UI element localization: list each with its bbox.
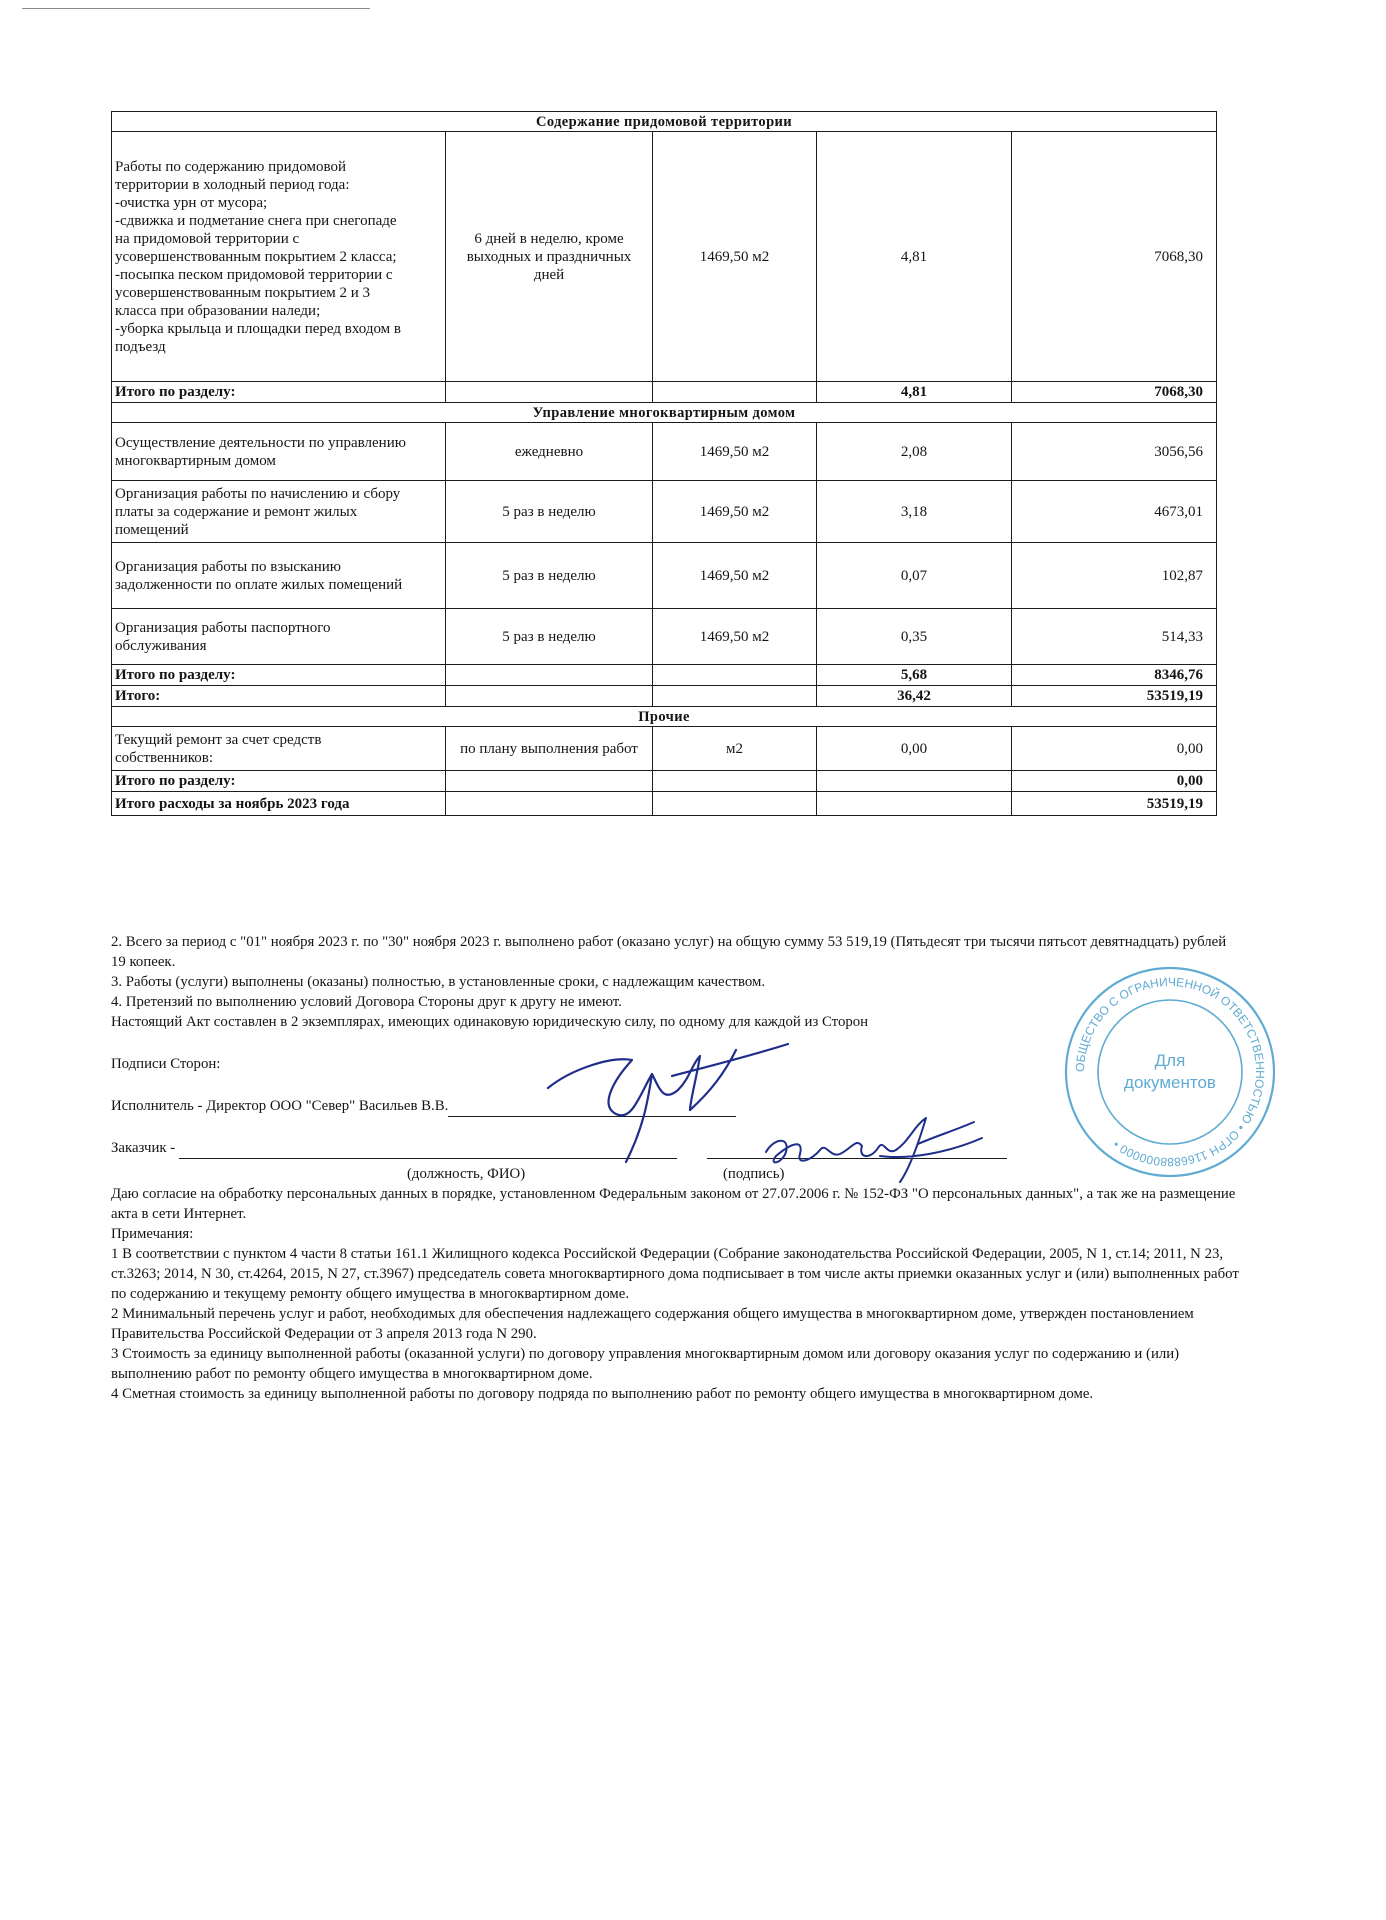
work-name-line: класса при образовании наледи; xyxy=(115,302,321,319)
cell-frequency xyxy=(446,132,653,382)
stamp-center-line-2: документов xyxy=(1124,1073,1216,1092)
section-title: Прочие xyxy=(112,707,1217,727)
empty-cell xyxy=(446,771,653,792)
cell-rate: 0,07 xyxy=(817,543,1012,609)
total-label: Итого по разделу: xyxy=(112,382,446,403)
section-title: Управление многоквартирным домом xyxy=(112,403,1217,423)
notes-heading: Примечания: xyxy=(111,1226,194,1242)
cell-area: 1469,50 м2 xyxy=(653,543,817,609)
frequency-line: 6 дней в неделю, кроме xyxy=(474,230,624,247)
total-sum: 0,00 xyxy=(1012,771,1217,792)
total-sum: 8346,76 xyxy=(1012,665,1217,686)
cell-work-name xyxy=(112,132,446,382)
note-item: 4 Сметная стоимость за единицу выполненной работы по договору подряда по выполнению работ по ремонту общего имущества в многоквартирном доме. xyxy=(111,1386,1094,1402)
table-row xyxy=(112,727,1217,771)
work-name xyxy=(115,158,442,356)
table-row xyxy=(112,481,1217,543)
expenses-total-sum: 53519,19 xyxy=(1012,792,1217,816)
table-row xyxy=(112,609,1217,665)
work-name-line: -уборка крыльца и площадки перед входом в xyxy=(115,320,401,337)
cell-total: 514,33 xyxy=(1012,609,1217,665)
work-name-line: помещений xyxy=(115,521,189,538)
cell-frequency xyxy=(446,423,653,481)
caption-position: (должность, ФИО) xyxy=(407,1166,526,1182)
table-row xyxy=(112,543,1217,609)
frequency-line: 5 раз в неделю xyxy=(502,567,596,584)
work-name xyxy=(115,619,442,655)
work-name xyxy=(115,485,442,539)
empty-cell xyxy=(653,792,817,816)
cell-total: 0,00 xyxy=(1012,727,1217,771)
cell-area: 1469,50 м2 xyxy=(653,132,817,382)
work-name-line: усовершенствованным покрытием 2 класса; xyxy=(115,248,397,265)
cell-area: 1469,50 м2 xyxy=(653,609,817,665)
empty-cell xyxy=(446,382,653,403)
cell-frequency xyxy=(446,543,653,609)
frequency xyxy=(449,628,649,646)
frequency xyxy=(449,503,649,521)
cell-area: м2 xyxy=(653,727,817,771)
cell-rate: 0,35 xyxy=(817,609,1012,665)
empty-cell xyxy=(653,382,817,403)
paragraph-copies: Настоящий Акт составлен в 2 экземплярах, имеющих одинаковую юридическую силу, по одному для каждой из Сторон xyxy=(111,1014,869,1030)
work-name-line: многоквартирным домом xyxy=(115,452,276,469)
empty-cell xyxy=(653,686,817,707)
empty-cell xyxy=(817,792,1012,816)
frequency-line: ежедневно xyxy=(514,443,584,460)
cell-rate: 4,81 xyxy=(817,132,1012,382)
frequency xyxy=(449,443,649,461)
expenses-total-label: Итого расходы за ноябрь 2023 года xyxy=(112,792,446,816)
work-name-line: задолженности по оплате жилых помещений xyxy=(115,576,403,593)
empty-cell xyxy=(446,792,653,816)
cell-frequency xyxy=(446,481,653,543)
stamp-inner-ring xyxy=(1098,1000,1242,1144)
cell-frequency xyxy=(446,609,653,665)
empty-cell xyxy=(653,665,817,686)
work-name xyxy=(115,558,442,594)
signatures-heading: Подписи Сторон: xyxy=(111,1056,221,1072)
total-label: Итого по разделу: xyxy=(112,665,446,686)
empty-cell xyxy=(653,771,817,792)
total-label: Итого: xyxy=(112,686,446,707)
cell-work-name xyxy=(112,609,446,665)
work-name-line: -посыпка песком придомовой территории с xyxy=(115,266,393,283)
consent-text: Даю согласие на обработку персональных данных в порядке, установленном Федеральным законом от 27.07.2006 г. № 152-ФЗ "О персональных данных", а так же на размещение акта в сети Интернет. xyxy=(111,1186,1236,1222)
paragraph-quality: 3. Работы (услуги) выполнены (оказаны) полностью, в установленные сроки, с надлежащим качеством. xyxy=(111,974,766,990)
top-rule xyxy=(22,8,370,9)
table-row xyxy=(112,132,1217,382)
work-name xyxy=(115,434,442,470)
empty-cell xyxy=(446,665,653,686)
cell-total: 4673,01 xyxy=(1012,481,1217,543)
work-name-line: подъезд xyxy=(115,338,166,355)
work-name-line: на придомовой территории с xyxy=(115,230,300,247)
notes-list xyxy=(111,1244,1241,1404)
cell-area: 1469,50 м2 xyxy=(653,481,817,543)
cell-rate: 3,18 xyxy=(817,481,1012,543)
work-name-line: усовершенствованным покрытием 2 и 3 xyxy=(115,284,371,301)
total-rate: 36,42 xyxy=(817,686,1012,707)
organization-stamp xyxy=(1060,962,1280,1182)
cell-rate: 0,00 xyxy=(817,727,1012,771)
work-name-line: Организация работы по начислению и сбору xyxy=(115,485,401,502)
work-name-line: платы за содержание и ремонт жилых xyxy=(115,503,358,520)
work-name-line: -очистка урн от мусора; xyxy=(115,194,268,211)
work-name-line: Организация работы паспортного xyxy=(115,619,331,636)
note-item: 2 Минимальный перечень услуг и работ, необходимых для обеспечения надлежащего содержания общего имущества в многоквартирном доме, утвержден постановлением Правительства Российской Федерации от 3 апреля 2013 года N 290. xyxy=(111,1306,1194,1342)
work-name-line: Организация работы по взысканию xyxy=(115,558,341,575)
cell-work-name xyxy=(112,727,446,771)
note-item: 3 Стоимость за единицу выполненной работы (оказанной услуги) по договору управления многоквартирным домом или договору оказания услуг по содержанию и (или) выполнению работ по ремонту общего имущества в многоквартирном доме. xyxy=(111,1346,1180,1382)
work-name-line: Осуществление деятельности по управлению xyxy=(115,434,406,451)
stamp-center-line-1: Для xyxy=(1154,1051,1186,1070)
note-item: 1 В соответствии с пунктом 4 части 8 статьи 161.1 Жилищного кодекса Российской Федерации (Собрание законодательства Российской Федерации, 2005, N 1, ст.14; 2011, N 23, ст.3263; 2014, N 30, ст.4264, 2015, N 27, ст.3967) председатель совета многоквартирного дома подписывает в том числе акты приемки оказанных услуг и (или) выполненных работ по содержанию и текущему ремонту общего имущества в многоквартирном доме. xyxy=(111,1246,1239,1302)
other-subtotal-row xyxy=(112,771,1217,792)
section-header-row xyxy=(112,403,1217,423)
work-name-line: территории в холодный период года: xyxy=(115,176,350,193)
work-name-line: Текущий ремонт за счет средств xyxy=(115,731,322,748)
cell-work-name xyxy=(112,423,446,481)
section-title: Содержание придомовой территории xyxy=(112,112,1217,132)
grand-total-row xyxy=(112,686,1217,707)
frequency-line: по плану выполнения работ xyxy=(460,740,638,757)
frequency-line: 5 раз в неделю xyxy=(502,503,596,520)
cell-work-name xyxy=(112,481,446,543)
frequency-line: выходных и праздничных xyxy=(466,248,632,265)
customer-label: Заказчик - xyxy=(111,1140,176,1156)
work-name-line: Работы по содержанию придомовой xyxy=(115,158,347,175)
cell-work-name xyxy=(112,543,446,609)
frequency-line: дней xyxy=(533,266,565,283)
cell-total: 102,87 xyxy=(1012,543,1217,609)
work-name-line: обслуживания xyxy=(115,637,207,654)
section-header-row xyxy=(112,707,1217,727)
total-sum: 7068,30 xyxy=(1012,382,1217,403)
paragraph-total-sum: 2. Всего за период с "01" ноября 2023 г. по "30" ноября 2023 г. выполнено работ (оказано услуг) на общую сумму 53 519,19 (Пятьдесят три тысячи пятьсот девятнадцать) рублей 19 копеек. xyxy=(111,934,1227,970)
section-subtotal-row xyxy=(112,382,1217,403)
expenses-total-row xyxy=(112,792,1217,816)
cell-area: 1469,50 м2 xyxy=(653,423,817,481)
frequency-line: 5 раз в неделю xyxy=(502,628,596,645)
frequency xyxy=(449,567,649,585)
total-label: Итого по разделу: xyxy=(112,771,446,792)
stamp-ring-text: ОБЩЕСТВО С ОГРАНИЧЕННОЙ ОТВЕТСТВЕННОСТЬЮ • ОГРН 1166888000000 • xyxy=(1072,974,1268,1170)
work-name-line: -сдвижка и подметание снега при снегопаде xyxy=(115,212,397,229)
empty-cell xyxy=(446,686,653,707)
cell-frequency xyxy=(446,727,653,771)
executor-label: Исполнитель - Директор ООО "Север" Васильев В.В. xyxy=(111,1098,449,1114)
cell-total: 7068,30 xyxy=(1012,132,1217,382)
total-rate: 4,81 xyxy=(817,382,1012,403)
work-name xyxy=(115,731,442,767)
services-table xyxy=(111,111,1217,816)
cell-rate: 2,08 xyxy=(817,423,1012,481)
section-header-row xyxy=(112,112,1217,132)
empty-cell xyxy=(817,771,1012,792)
cell-total: 3056,56 xyxy=(1012,423,1217,481)
table-row xyxy=(112,423,1217,481)
paragraph-no-claims: 4. Претензий по выполнению условий Договора Стороны друг к другу не имеют. xyxy=(111,994,622,1010)
total-rate: 5,68 xyxy=(817,665,1012,686)
customer-signature xyxy=(760,1108,990,1188)
caption-signature: (подпись) xyxy=(723,1166,785,1182)
work-name-line: собственников: xyxy=(115,749,214,766)
total-sum: 53519,19 xyxy=(1012,686,1217,707)
frequency xyxy=(449,740,649,758)
section-subtotal-row xyxy=(112,665,1217,686)
frequency xyxy=(449,230,649,284)
